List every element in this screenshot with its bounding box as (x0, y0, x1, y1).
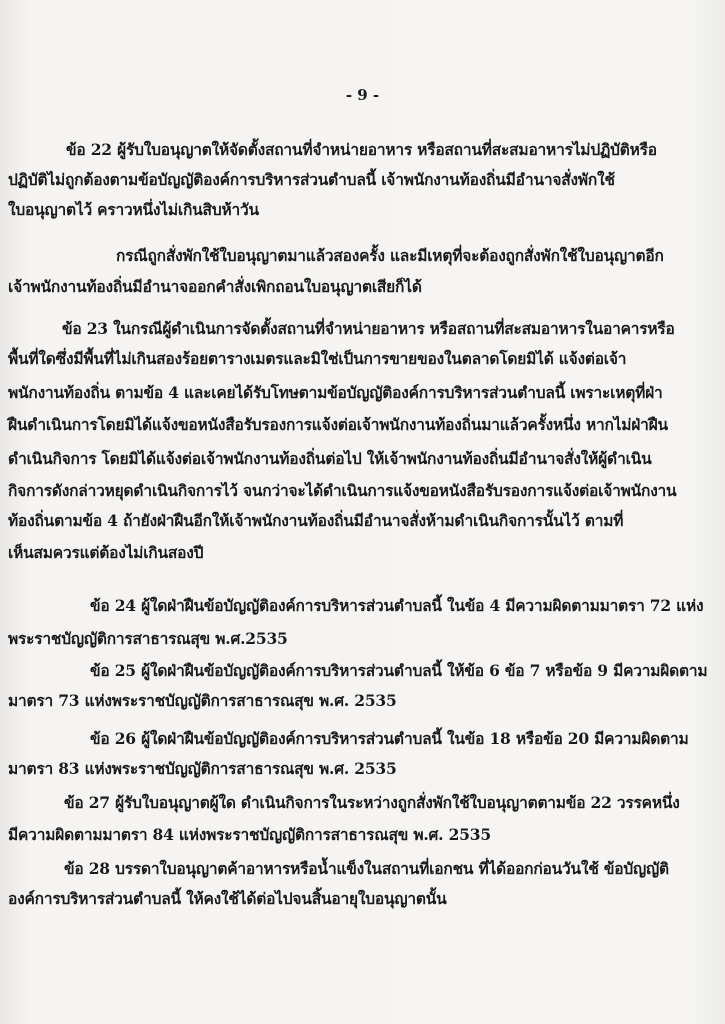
text-line: พนักงานท้องถิ่น ตามข้อ 4 และเคยได้รับโทษตามข้อบัญญัติองค์การบริหารส่วนตำบลนี้ เพราะเหตุที่ฝ่า (8, 383, 663, 402)
text-line: เจ้าพนักงานท้องถิ่นมีอำนาจออกคำสั่งเพิกถอนใบอนุญาตเสียก็ได้ (8, 277, 422, 296)
text-line: ข้อ 27 ผู้รับใบอนุญาตผู้ใด ดำเนินกิจการในระหว่างถูกสั่งพักใช้ใบอนุญาตตามข้อ 22 วรรคหนึ่ง (64, 793, 680, 812)
text-line: องค์การบริหารส่วนตำบลนี้ ให้คงใช้ได้ต่อไปจนสิ้นอายุใบอนุญาตนั้น (8, 889, 447, 908)
text-line: มีความผิดตามมาตรา 84 แห่งพระราชบัญญัติการสาธารณสุข พ.ศ. 2535 (8, 825, 491, 844)
text-line: ปฏิบัติไม่ถูกต้องตามข้อบัญญัติองค์การบริหารส่วนตำบลนี้ เจ้าพนักงานท้องถิ่นมีอำนาจสั่งพักใช้ (8, 170, 615, 189)
text-line: ฝืนดำเนินการโดยมิได้แจ้งขอหนังสือรับรองการแจ้งต่อเจ้าพนักงานท้องถิ่นมาแล้วครั้งหนึ่ง หากไม่ฝ่าฝืน (8, 415, 668, 434)
text-line: ดำเนินกิจการ โดยมิได้แจ้งต่อเจ้าพนักงานท้องถิ่นต่อไป ให้เจ้าพนักงานท้องถิ่นมีอำนาจสั่งให้ผู้ดำเนิน (8, 449, 652, 468)
text-line: พื้นที่ใดซึ่งมีพื้นที่ไม่เกินสองร้อยตารางเมตรและมิใช่เป็นการขายของในตลาดโดยมิได้ แจ้งต่อเจ้า (8, 349, 627, 368)
text-line: มาตรา 83 แห่งพระราชบัญญัติการสาธารณสุข พ.ศ. 2535 (8, 759, 397, 778)
text-line: ข้อ 22 ผู้รับใบอนุญาตให้จัดตั้งสถานที่จำหน่ายอาหาร หรือสถานที่สะสมอาหารไม่ปฏิบัติหรือ (66, 140, 657, 159)
text-line: ข้อ 28 บรรดาใบอนุญาตค้าอาหารหรือน้ำแข็งในสถานที่เอกชน ที่ได้ออกก่อนวันใช้ ข้อบัญญัติ (64, 859, 669, 878)
text-line: ข้อ 23 ในกรณีผู้ดำเนินการจัดตั้งสถานที่จำหน่ายอาหาร หรือสถานที่สะสมอาหารในอาคารหรือ (62, 319, 675, 338)
page-number: - 9 - (345, 86, 380, 104)
text-line: กิจการดังกล่าวหยุดดำเนินกิจการไว้ จนกว่าจะได้ดำเนินการแจ้งขอหนังสือรับรองการแจ้งต่อเจ้าพนักงาน (8, 481, 677, 500)
text-line: มาตรา 73 แห่งพระราชบัญญัติการสาธารณสุข พ.ศ. 2535 (8, 691, 397, 710)
text-line: ข้อ 26 ผู้ใดฝ่าฝืนข้อบัญญัติองค์การบริหารส่วนตำบลนี้ ในข้อ 18 หรือข้อ 20 มีความผิดตาม (90, 729, 689, 748)
text-line: ใบอนุญาตไว้ คราวหนึ่งไม่เกินสิบห้าวัน (8, 200, 259, 219)
text-line: ข้อ 24 ผู้ใดฝ่าฝืนข้อบัญญัติองค์การบริหารส่วนตำบลนี้ ในข้อ 4 มีความผิดตามมาตรา 72 แห่ง (90, 596, 704, 615)
text-line: ข้อ 25 ผู้ใดฝ่าฝืนข้อบัญญัติองค์การบริหารส่วนตำบลนี้ ให้ข้อ 6 ข้อ 7 หรือข้อ 9 มีความผิดตาม (90, 661, 708, 680)
text-line: เห็นสมควรแต่ต้องไม่เกินสองปี (8, 543, 204, 562)
text-line: พระราชบัญญัติการสาธารณสุข พ.ศ.2535 (8, 629, 288, 648)
text-line: ท้องถิ่นตามข้อ 4 ถ้ายังฝ่าฝืนอีกให้เจ้าพนักงานท้องถิ่นมีอำนาจสั่งห้ามดำเนินกิจการนั้นไว้ ตามที่ (8, 511, 624, 530)
text-line: กรณีถูกสั่งพักใช้ใบอนุญาตมาแล้วสองครั้ง และมีเหตุที่จะต้องถูกสั่งพักใช้ใบอนุญาตอีก (116, 246, 664, 265)
